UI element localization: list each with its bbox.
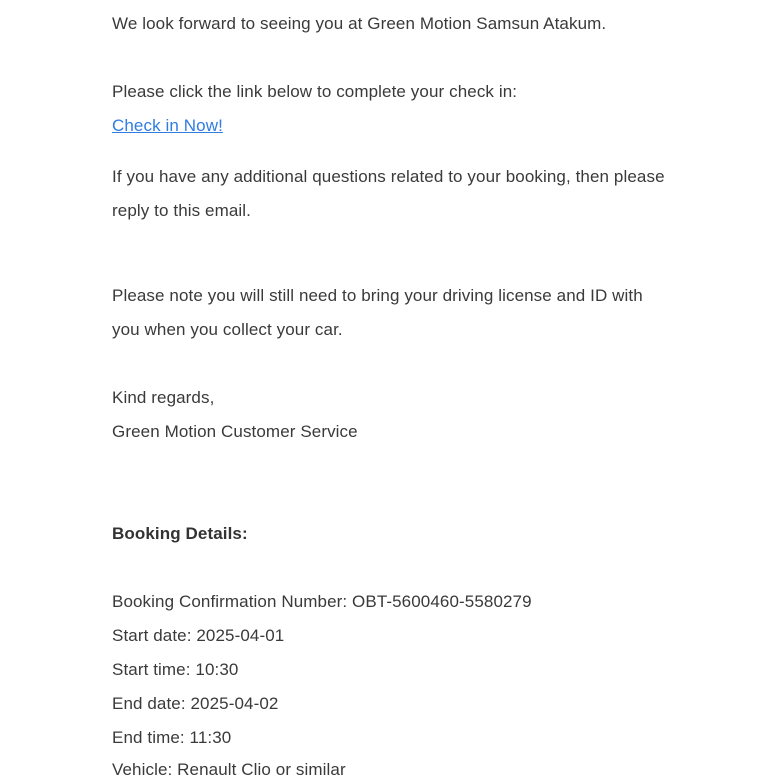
booking-confirmation-number: Booking Confirmation Number: OBT-5600460-5580279 xyxy=(112,592,532,611)
signature-text: Green Motion Customer Service xyxy=(112,422,358,441)
booking-start-time: Start time: 10:30 xyxy=(112,660,239,679)
checkin-prompt: Please click the link below to complete your check in: xyxy=(112,82,518,101)
note-text-line-1: Please note you will still need to bring your driving license and ID with xyxy=(112,286,643,305)
note-text-line-2: you when you collect your car. xyxy=(112,320,343,339)
intro-text: We look forward to seeing you at Green Motion Samsun Atakum. xyxy=(112,14,607,33)
booking-end-date: End date: 2025-04-02 xyxy=(112,694,279,713)
checkin-link[interactable]: Check in Now! xyxy=(112,116,223,135)
booking-vehicle: Vehicle: Renault Clio or similar xyxy=(112,760,346,779)
booking-end-time: End time: 11:30 xyxy=(112,728,232,747)
questions-text-line-2: reply to this email. xyxy=(112,201,251,220)
booking-start-date: Start date: 2025-04-01 xyxy=(112,626,285,645)
booking-details-heading: Booking Details: xyxy=(112,524,248,543)
questions-text-line-1: If you have any additional questions related to your booking, then please xyxy=(112,167,665,186)
signoff-text: Kind regards, xyxy=(112,388,215,407)
